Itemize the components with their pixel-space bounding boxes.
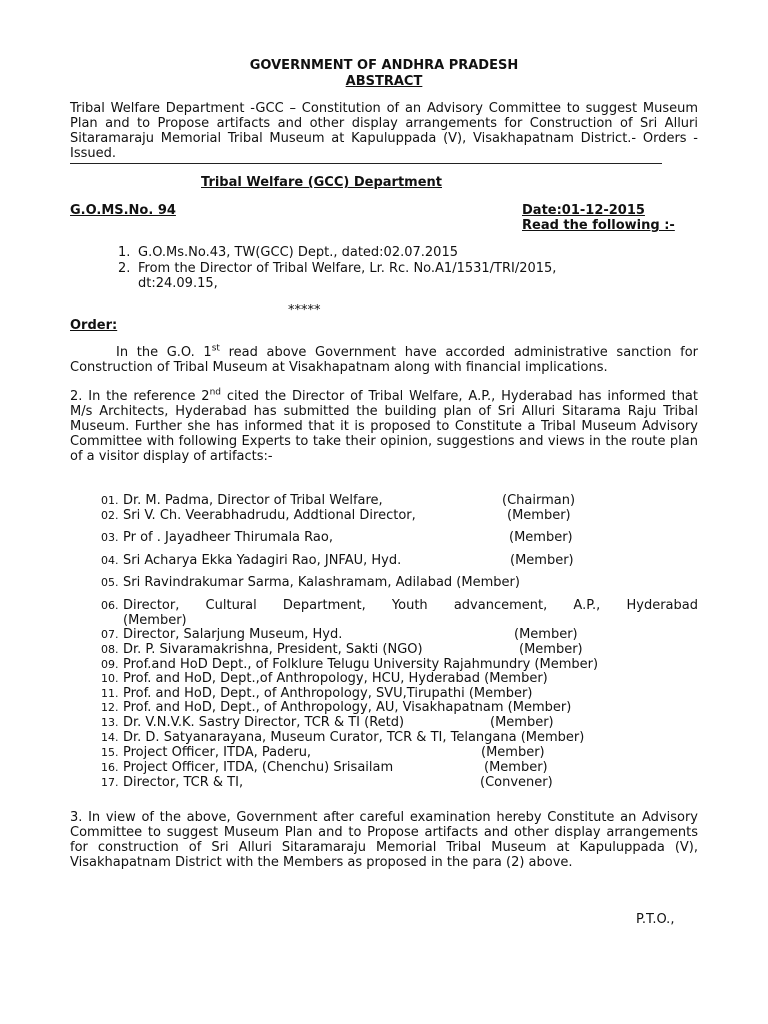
para2-lead: 2. In the reference 2 <box>70 389 210 404</box>
para2-superscript: nd <box>209 387 221 398</box>
abstract-heading: ABSTRACT <box>345 74 423 89</box>
member-item <box>101 760 393 775</box>
member-name: Dr. P. Sivaramakrishna, President, Sakti (NGO) <box>123 642 423 657</box>
member-name: Director, TCR & TI, <box>123 775 244 790</box>
member-number: 10. <box>101 672 119 685</box>
go-number: G.O.MS.No. 94 <box>70 203 176 218</box>
order-paragraph-1 <box>70 345 698 375</box>
member-number: 06. <box>101 599 119 612</box>
member-role: (Member) <box>481 745 545 760</box>
order-paragraph-2 <box>70 389 698 464</box>
member-item <box>101 715 404 730</box>
please-turn-over: P.T.O., <box>636 912 675 927</box>
member-name: Dr. D. Satyanarayana, Museum Curator, TCR & TI, Telangana (Member) <box>123 730 585 745</box>
member-item <box>101 598 698 613</box>
member-role: (Member) <box>514 627 578 642</box>
separator-stars: ***** <box>288 303 321 318</box>
reference-number: 1. <box>118 245 131 260</box>
member-item <box>101 745 311 760</box>
member-name: Sri V. Ch. Veerabhadrudu, Addtional Director, <box>123 508 416 523</box>
member-number: 07. <box>101 628 119 641</box>
reference-item <box>118 261 698 276</box>
member-role: (Member) <box>490 715 554 730</box>
member-number: 09. <box>101 658 119 671</box>
member-item <box>101 671 548 686</box>
member-name: Sri Acharya Ekka Yadagiri Rao, JNFAU, Hyd. <box>123 553 402 568</box>
member-item <box>101 700 571 715</box>
department-heading: Tribal Welfare (GCC) Department <box>201 175 443 190</box>
member-item <box>101 730 584 745</box>
subject-paragraph: Tribal Welfare Department -GCC – Constitution of an Advisory Committee to suggest Museum Plan and to Propose artifacts and other display arrangements for Construction of Sri Alluri Sitaramaraju Memorial Tribal Museum at Kapuluppada (V), Visakhapatnam District.- Orders - Issued. <box>70 101 698 161</box>
member-number: 16. <box>101 761 119 774</box>
member-item <box>101 657 598 672</box>
member-number: 05. <box>101 576 119 589</box>
member-name: Project Officer, ITDA, Paderu, <box>123 745 312 760</box>
member-name: Dr. M. Padma, Director of Tribal Welfare, <box>123 493 383 508</box>
order-paragraph-3: 3. In view of the above, Government after careful examination hereby Constitute an Advisory Committee to suggest Museum Plan and to Propose artifacts and other display arrangements for construction of Sri Alluri Sitaramaraju Memorial Tribal Museum at Kapuluppada (V), Visakhapatnam District with the Members as proposed in the para (2) above. <box>70 810 698 870</box>
read-following: Read the following :- <box>522 218 675 233</box>
order-heading: Order: <box>70 318 118 333</box>
member-item <box>101 775 243 790</box>
member-name: Director, Salarjung Museum, Hyd. <box>123 627 343 642</box>
member-item <box>101 642 423 657</box>
member-number: 08. <box>101 643 119 656</box>
member-role: (Chairman) <box>502 493 576 508</box>
member-item <box>101 508 416 523</box>
member-role: (Member) <box>509 530 573 545</box>
member-item <box>101 627 342 642</box>
member-number: 14. <box>101 731 119 744</box>
member-item <box>101 553 401 568</box>
member-item <box>101 575 520 590</box>
member-name: Prof. and HoD, Dept., of Anthropology, SVU,Tirupathi (Member) <box>123 686 533 701</box>
member-name: Prof.and HoD Dept., of Folklure Telugu University Rajahmundry (Member) <box>123 657 599 672</box>
para1-superscript: st <box>211 343 220 354</box>
member-role: (Member) <box>510 553 574 568</box>
para1-lead: In the G.O. 1 <box>116 345 212 360</box>
member-number: 04. <box>101 554 119 567</box>
member-item <box>101 530 333 545</box>
member-number: 15. <box>101 746 119 759</box>
member-number: 03. <box>101 531 119 544</box>
member-item <box>101 493 383 508</box>
member-number: 11. <box>101 687 119 700</box>
member-item <box>101 686 532 701</box>
government-title: GOVERNMENT OF ANDHRA PRADESH <box>249 58 519 73</box>
member-name: Prof. and HoD, Dept., of Anthropology, AU, Visakhapatnam (Member) <box>123 700 572 715</box>
member-role: (Member) <box>123 613 187 628</box>
member-number: 12. <box>101 701 119 714</box>
para2-body: cited the Director of Tribal Welfare, A.P., Hyderabad has informed that M/s Architects, Hyderabad has submitted the building plan of Sri Alluri Sitarama Raju Tribal Museum. Further she has informed that it is proposed to Constitute a Tribal Museum Advisory Committee with following Experts to take their opinion, suggestions and views in the route plan of a visitor display of artifacts:- <box>70 389 698 464</box>
reference-text: G.O.Ms.No.43, TW(GCC) Dept., dated:02.07.2015 <box>138 245 458 260</box>
para1-body: read above Government have accorded administrative sanction for Construction of Tribal Museum at Visakhapatnam along with financial implications. <box>70 345 698 375</box>
reference-item <box>118 245 698 260</box>
member-name: Director, Cultural Department, Youth advancement, A.P., Hyderabad <box>123 598 698 613</box>
member-number: 17. <box>101 776 119 789</box>
reference-item-continued <box>138 276 698 291</box>
member-number: 13. <box>101 716 119 729</box>
member-name: Pr of . Jayadheer Thirumala Rao, <box>123 530 333 545</box>
member-name: Dr. V.N.V.K. Sastry Director, TCR & TI (Retd) <box>123 715 405 730</box>
member-number: 01. <box>101 494 119 507</box>
reference-text: From the Director of Tribal Welfare, Lr. Rc. No.A1/1531/TRI/2015, <box>138 261 557 276</box>
subject-divider <box>70 163 662 164</box>
member-role: (Member) <box>484 760 548 775</box>
member-role: (Member) <box>519 642 583 657</box>
member-role: (Convener) <box>480 775 553 790</box>
member-number: 02. <box>101 509 119 522</box>
reference-number: 2. <box>118 261 131 276</box>
member-role: (Member) <box>507 508 571 523</box>
reference-text: dt:24.09.15, <box>138 276 218 291</box>
go-date: Date:01-12-2015 <box>522 203 645 218</box>
member-name: Sri Ravindrakumar Sarma, Kalashramam, Adilabad (Member) <box>123 575 520 590</box>
member-name: Prof. and HoD, Dept.,of Anthropology, HCU, Hyderabad (Member) <box>123 671 548 686</box>
member-name: Project Officer, ITDA, (Chenchu) Srisailam <box>123 760 394 775</box>
